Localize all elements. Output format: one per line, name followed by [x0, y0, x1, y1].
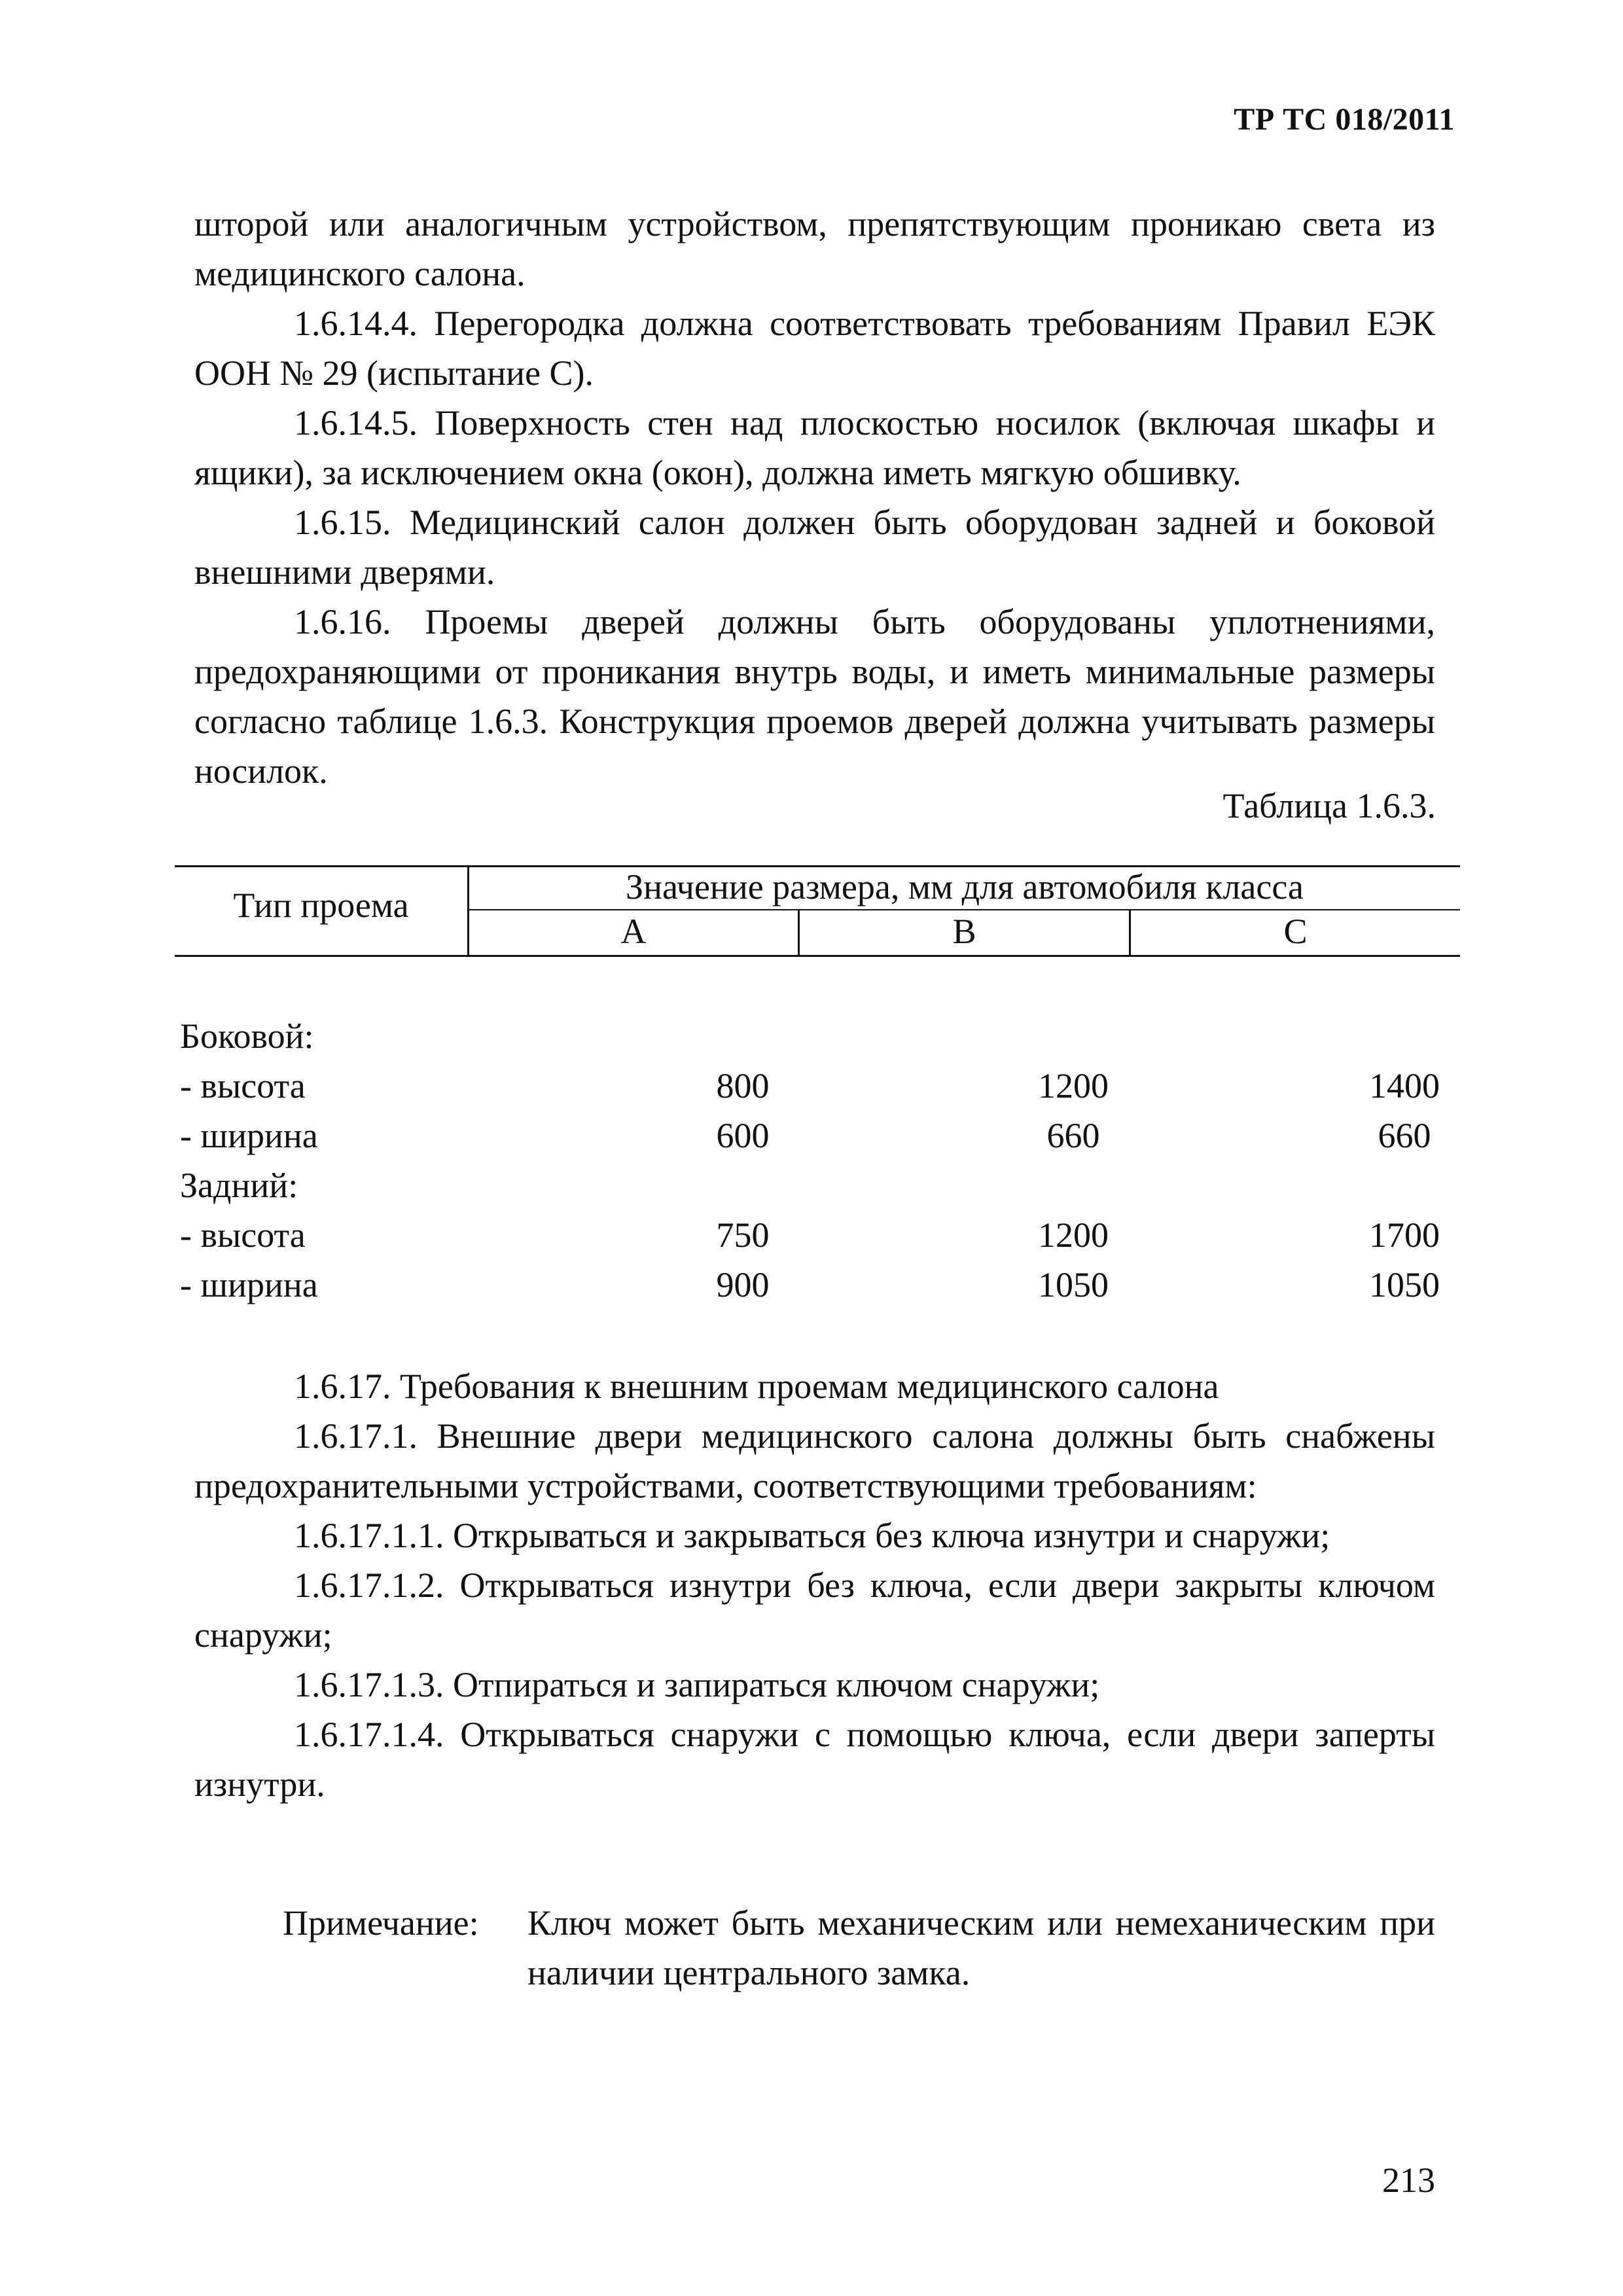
cell-class-c: 1700 — [1369, 1215, 1440, 1255]
document-code-header: ТР ТС 018/2011 — [1234, 102, 1455, 137]
row-label: - высота — [180, 1066, 306, 1105]
header-class-b: B — [952, 912, 976, 951]
note-text — [527, 1898, 1435, 1998]
paragraph-1-6-17-1: 1.6.17.1. Внешние двери медицинского салона должны быть снабжены предохранительными устройствами, соответствующими требованиям: — [194, 1416, 1435, 1505]
paragraph-1-6-16: 1.6.16. Проемы дверей должны быть оборудованы уплотнениями, предохраняющими от проникания внутрь воды, и иметь минимальные размеры согласно таблице 1.6.3. Конструкция проемов дверей должна учитывать размеры носилок. — [194, 602, 1435, 791]
cell-class-c: 1400 — [1369, 1066, 1440, 1105]
cell-class-c: 660 — [1378, 1116, 1431, 1155]
dimensions-table-body — [180, 1011, 1463, 1310]
table-mid-rule — [467, 909, 1460, 910]
row-label: - высота — [180, 1215, 306, 1255]
paragraph-1-6-15: 1.6.15. Медицинский салон должен быть оборудован задней и боковой внешними дверями. — [194, 503, 1435, 592]
paragraph-1-6-17-1-4: 1.6.17.1.4. Открываться снаружи с помощью ключа, если двери заперты изнутри. — [194, 1715, 1435, 1804]
row-label: Боковой: — [180, 1016, 314, 1056]
cell-class-b: 660 — [1046, 1116, 1100, 1155]
row-label: Задний: — [180, 1166, 298, 1205]
table-caption: Таблица 1.6.3. — [1222, 786, 1436, 825]
table-row — [180, 1260, 1463, 1310]
cell-class-a: 600 — [716, 1116, 770, 1155]
note-label: Примечание: — [283, 1903, 479, 1943]
row-label: - ширина — [180, 1116, 318, 1155]
header-class-c: C — [1283, 912, 1308, 951]
paragraph-1-6-14-5: 1.6.14.5. Поверхность стен над плоскостью носилок (включая шкафы и ящики), за исключением окна (окон), должна иметь мягкую обшивку. — [194, 403, 1435, 492]
cell-class-b: 1200 — [1038, 1215, 1109, 1255]
note-body: Ключ может быть механическим или немеханическим при наличии центрального замка. — [527, 1903, 1435, 1992]
table-row — [180, 1160, 1463, 1210]
table-row — [180, 1011, 1463, 1061]
row-label: - ширина — [180, 1265, 318, 1304]
table-row — [180, 1210, 1463, 1260]
paragraph-1-6-17-1-1: 1.6.17.1.1. Открываться и закрываться без ключа изнутри и снаружи; — [294, 1516, 1330, 1555]
body-text-bottom — [194, 1361, 1435, 1809]
header-opening-type: Тип проема — [233, 886, 409, 925]
header-size-value: Значение размера, мм для автомобиля класса — [626, 867, 1304, 906]
paragraph-continuation: шторой или аналогичным устройством, препятствующим проникаю света из медицинского салона. — [194, 204, 1435, 293]
paragraph-1-6-17-1-3: 1.6.17.1.3. Отпираться и запираться ключом снаружи; — [294, 1665, 1100, 1704]
body-text-top — [194, 199, 1435, 796]
cell-class-c: 1050 — [1369, 1265, 1440, 1304]
paragraph-1-6-17: 1.6.17. Требования к внешним проемам медицинского салона — [294, 1367, 1219, 1406]
paragraph-1-6-17-1-2: 1.6.17.1.2. Открываться изнутри без ключа, если двери закрыты ключом снаружи; — [194, 1566, 1435, 1655]
page-number: 213 — [1382, 2161, 1435, 2200]
cell-class-b: 1050 — [1038, 1265, 1109, 1304]
cell-class-a: 900 — [716, 1265, 770, 1304]
cell-class-a: 750 — [716, 1215, 770, 1255]
table-bottom-rule — [175, 955, 1460, 957]
cell-class-a: 800 — [716, 1066, 770, 1105]
table-row — [180, 1061, 1463, 1111]
table-row — [180, 1111, 1463, 1160]
paragraph-1-6-14-4: 1.6.14.4. Перегородка должна соответствовать требованиям Правил ЕЭК ООН № 29 (испытание С). — [194, 304, 1435, 393]
header-class-a: A — [620, 912, 647, 951]
dimensions-table-header — [175, 865, 1460, 957]
cell-class-b: 1200 — [1038, 1066, 1109, 1105]
